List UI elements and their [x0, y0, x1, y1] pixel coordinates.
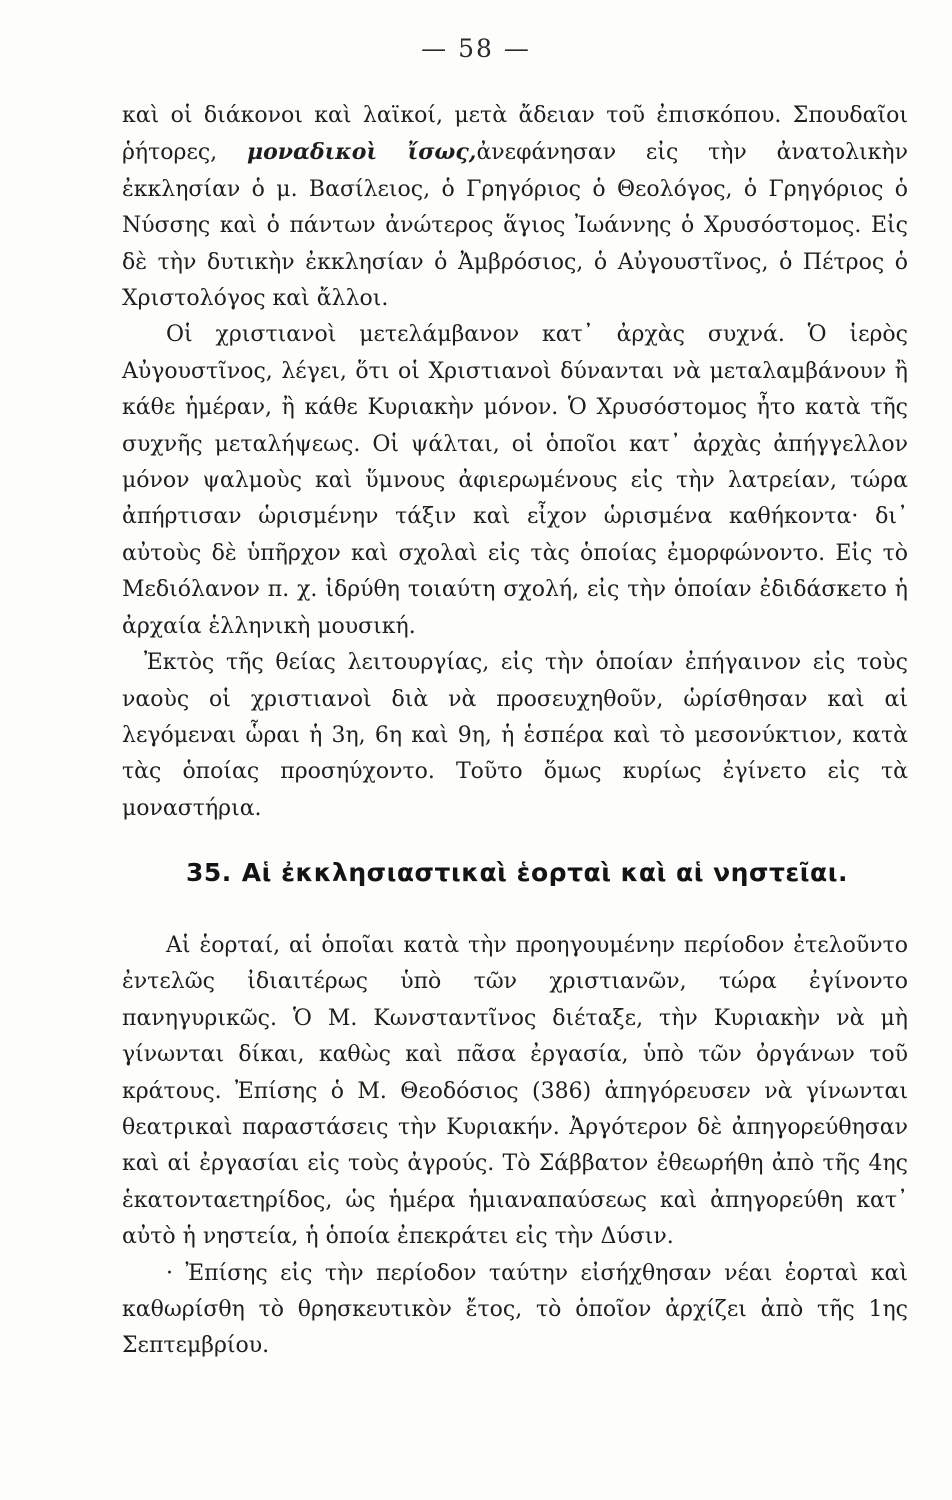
section-heading [186, 858, 906, 887]
paragraph-1-start: καὶ οἱ διάκονοι καὶ λαϊκοί, μετὰ ἄδειαν τοῦ ἐπισκόπου. Σπουδαῖοι ῥήτορες, [122, 103, 908, 166]
paragraph-5: · Ἐπίσης εἰς τὴν περίοδον ταύτην εἰσήχθησαν νέαι ἑορταὶ καὶ καθωρίσθη τὸ θρησκευτικὸν ἔτος, τὸ ὁποῖον ἀρχίζει ἀπὸ τῆς 1ης Σεπτεμβρίου. [122, 1260, 908, 1359]
text-block-top [122, 98, 908, 827]
emphasized-phrase: μοναδικοὶ ἴσως, [247, 139, 477, 166]
section-title: Αἱ ἐκκλησιαστικαὶ ἑορταὶ καὶ αἱ νηστεῖαι. [241, 858, 848, 887]
paragraph-2: Οἱ χριστιανοὶ μετελάμβανον κατ᾽ ἀρχὰς συχνά. Ὁ ἱερὸς Αὐγουστῖνος, λέγει, ὅτι οἱ Χριστιανοὶ δύνανται νὰ μεταλαμβάνουν ἢ κάθε ἡμέραν, ἢ κάθε Κυριακὴν μόνον. Ὁ Χρυσόστομος ἦτο κατὰ τῆς συχνῆς μεταλήψεως. Οἱ ψάλται, οἱ ὁποῖοι κατ᾽ ἀρχὰς ἀπήγγελλον μόνον ψαλμοὺς καὶ ὕμνους ἀφιερωμένους εἰς τὴν λατρείαν, τώρα ἀπήρτισαν ὡρισμένην τάξιν καὶ εἶχον ὡρισμένα καθήκοντα· δι᾽ αὐτοὺς δὲ ὑπῆρχον καὶ σχολαὶ εἰς τὰς ὁποίας ἐμορφώνοντο. Εἰς τὸ Μεδιόλανον π. χ. ἱδρύθη τοιαύτη σχολή, εἰς τὴν ὁποίαν ἐδιδάσκετο ἡ ἀρχαία ἑλληνικὴ μουσική. [122, 322, 908, 639]
paragraph-1 [122, 98, 908, 317]
section-number: 35. [186, 858, 232, 887]
page-number: — 58 — [421, 34, 531, 63]
paragraph-1-rest: ἀνεφάνησαν εἰς τὴν ἀνατολικὴν ἐκκλησίαν ὁ μ. Βασίλειος, ὁ Γρηγόριος ὁ Θεολόγος, ὁ Γρηγόριος ὁ Νύσσης καὶ ὁ πάντων ἀνώτερος ἅγιος Ἰωάννης ὁ Χρυσόστομος. Εἰς δὲ τὴν δυτικὴν ἐκκλησίαν ὁ Ἀμβρόσιος, ὁ Αὐγουστῖνος, ὁ Πέτρος ὁ Χριστολόγος καὶ ἄλλοι. [122, 140, 908, 312]
paragraph-4: Αἱ ἑορταί, αἱ ὁποῖαι κατὰ τὴν προηγουμένην περίοδον ἐτελοῦντο ἐντελῶς ἰδιαιτέρως ὑπὸ τῶν χριστιανῶν, τώρα ἐγίνοντο πανηγυρικῶς. Ὁ Μ. Κωνσταντῖνος διέταξε, τὴν Κυριακὴν νὰ μὴ γίνωνται δίκαι, καθὼς καὶ πᾶσα ἐργασία, ὑπὸ τῶν ὀργάνων τοῦ κράτους. Ἐπίσης ὁ Μ. Θεοδόσιος (386) ἀπηγόρευσεν νὰ γίνωνται θεατρικαὶ παραστάσεις τὴν Κυριακήν. Ἀργότερον δὲ ἀπηγορεύθησαν καὶ αἱ ἐργασίαι εἰς τοὺς ἀγρούς. Τὸ Σάββατον ἐθεωρήθη ἀπὸ τῆς 4ης ἑκατονταετηρίδος, ὡς ἡμέρα ἡμιαναπαύσεως καὶ ἀπηγορεύθη κατ᾽ αὐτὸ ἡ νηστεία, ἡ ὁποία ἐπεκράτει εἰς τὴν Δύσιν. [122, 933, 908, 1250]
paragraph-3: Ἐκτὸς τῆς θείας λειτουργίας, εἰς τὴν ὁποίαν ἐπήγαινον εἰς τοὺς ναοὺς οἱ χριστιανοὶ διὰ νὰ προσευχηθοῦν, ὡρίσθησαν καὶ αἱ λεγόμεναι ὧραι ἡ 3η, 6η καὶ 9η, ἡ ἑσπέρα καὶ τὸ μεσονύκτιον, κατὰ τὰς ὁποίας προσηύχοντο. Τοῦτο ὅμως κυρίως ἐγίνετο εἰς τὰ μοναστήρια. [122, 650, 908, 821]
text-block-bottom [122, 928, 908, 1365]
